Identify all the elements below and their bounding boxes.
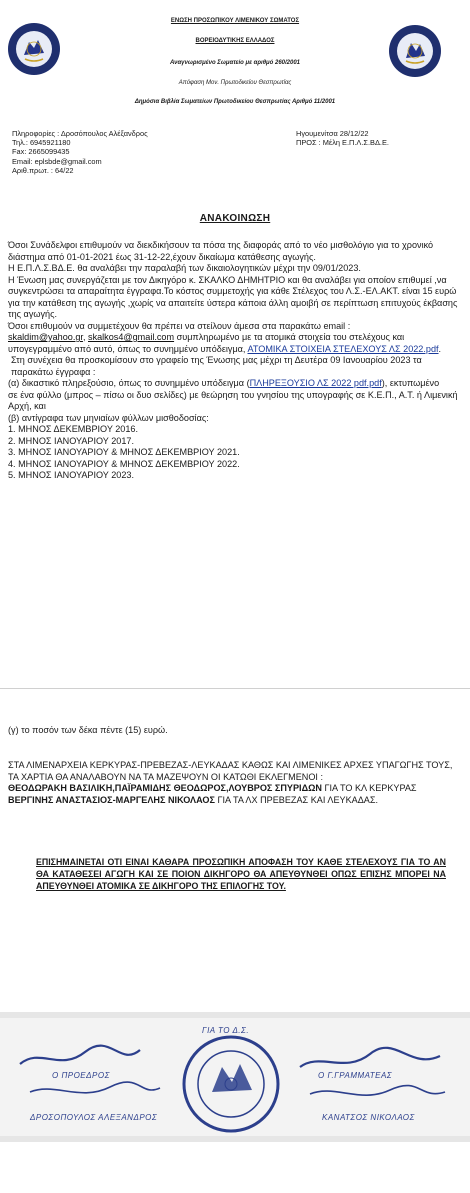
paragraph-eligibility: Όσοι Συνάδελφοι επιθυμούν να διεκδικήσουν τα πόσα της διαφοράς από το νέο μισθολόγιο για το χρονικό διάστημα από 01-01-2021 έως 31-12-22,έχουν δικαίωμα κατάθεσης αγωγής. bbox=[8, 240, 434, 262]
paragraph-deadline: Η Ε.Π.Λ.Σ.ΒΔ.Ε. θα αναλάβει την παραλαβή των δικαιολογητικών μέχρι την 09/01/2023. bbox=[8, 263, 361, 273]
board-label: ΓΙΑ ΤΟ Δ.Σ. bbox=[202, 1026, 250, 1035]
protocol-number: Αριθ.πρωτ. : 64/22 bbox=[12, 165, 74, 175]
paragraph-authentication: σε ένα φύλλο (μπρος – πίσω οι δυο σελίδες) με θεώρηση του γνησίου της υπογραφής σε Κ.Ε.Π., Α.Τ. ή Λιμενική Αρχή, και bbox=[8, 389, 458, 411]
registration-line: Αναγνωρισμένο Σωματείο με αριθμό 260/2001 bbox=[169, 60, 301, 66]
month-item: 5. ΜΗΝΟΣ ΙΑΝΟΥΑΡΙΟΥ 2023. bbox=[8, 470, 134, 480]
page-break-divider bbox=[0, 688, 470, 689]
contact-email: Email: eplsbde@gmail.com bbox=[12, 156, 102, 166]
court-decision-line: Απόφαση Μον. Πρωτοδικείου Θεσπρωτίας bbox=[178, 80, 292, 86]
paragraph-corfu-reps: ΘΕΟΔΩΡΑΚΗ ΒΑΣΙΛΙΚΗ,ΠΑΪΡΑΜΙΔΗΣ ΘΕΟΔΩΡΟΣ,ΛΟΥΒΡΟΣ ΣΠΥΡΙΔΩΝ ΓΙΑ ΤΟ ΚΛ ΚΕΡΚΥΡΑΣ bbox=[8, 783, 417, 793]
attachment-link-power-of-attorney[interactable]: ΠΛΗΡΕΞΟΥΣΙΟ ΛΣ 2022 pdf.pdf bbox=[249, 378, 382, 388]
union-name: ΕΝΩΣΗ ΠΡΟΣΩΠΙΚΟΥ ΛΙΜΕΝΙΚΟΥ ΣΩΜΑΤΟΣ bbox=[170, 18, 300, 24]
warning-notice: ΕΠΙΣΗΜΑΙΝΕΤΑΙ ΟΤΙ ΕΙΝΑΙ ΚΑΘΑΡΑ ΠΡΟΣΩΠΙΚΗ ΑΠΟΦΑΣΗ ΤΟΥ ΚΑΘΕ ΣΤΕΛΕΧΟΥΣ ΓΙΑ ΤΟ ΑΝ ΘΑ ΚΑΤΑΘΕΣΕΙ ΑΓΩΓΗ ΚΑΙ ΣΕ ΠΟΙΟΝ ΔΙΚΗΓΟΡΟ ΘΑ ΑΠΕΥΘΥΝΘΕΙ ΟΠΩΣ ΕΠΙΣΗΣ ΜΠΟΡΕΙ ΝΑ ΑΠΕΥΘΥΝΘΕΙ ΑΤΟΜΙΚΑ ΣΕ ΔΙΚΗΓΟΡΟ ΤΗΣ ΕΠΙΛΟΓΗΣ ΤΟΥ. bbox=[36, 857, 446, 891]
month-item: 3. ΜΗΝΟΣ ΙΑΝΟΥΑΡΙΟΥ & ΜΗΝΟΣ ΔΕΚΕΜΒΡΙΟΥ 2021. bbox=[8, 447, 240, 457]
announcement-body bbox=[8, 240, 462, 482]
date-recipient bbox=[296, 129, 466, 147]
union-region: ΒΟΡΕΙΟΔΥΤΙΚΗΣ ΕΛΛΑΔΟΣ bbox=[195, 38, 275, 44]
contact-fax: Fax: 2665099435 bbox=[12, 147, 70, 157]
paragraph-fee: (γ) το ποσόν των δέκα πέντε (15) ευρώ. bbox=[8, 725, 168, 735]
paragraph-documents-intro: Στη συνέχεια θα προσκομίσουν στο γραφείο της Ένωσης μας μέχρι τη Δευτέρα 09 Ιανουαρίου 2023 τα παρακάτω έγγραφα : bbox=[11, 355, 422, 377]
attachment-link-personal-data[interactable]: ΑΤΟΜΙΚΑ ΣΤΟΙΧΕΙΑ ΣΤΕΛΕΧΟΥΣ ΛΣ 2022.pdf bbox=[247, 343, 439, 354]
union-stamp-icon bbox=[184, 1037, 278, 1131]
public-books-line: Δημόσια Βιβλία Σωματείων Πρωτοδικείου Θεσπρωτίας Αριθμό 11/2001 bbox=[134, 99, 336, 105]
month-item: 2. ΜΗΝΟΣ ΙΑΝΟΥΑΡΙΟΥ 2017. bbox=[8, 435, 134, 446]
union-seal-right-icon bbox=[388, 24, 442, 78]
email-link-1[interactable]: skaldim@yahoo.gr bbox=[8, 332, 83, 342]
secretary-name: ΚΑΝΑΤΣΟΣ ΝΙΚΟΛΑΟΣ bbox=[322, 1113, 415, 1122]
announcement-title: ΑΝΑΚΟΙΝΩΣΗ bbox=[199, 213, 271, 224]
contact-info bbox=[12, 129, 232, 175]
union-seal-left-icon bbox=[7, 22, 61, 76]
document-date: Ηγουμενίτσα 28/12/22 bbox=[296, 129, 369, 138]
president-role: Ο ΠΡΟΕΔΡΟΣ bbox=[52, 1071, 110, 1080]
paragraph-preveza-reps: ΒΕΡΓΙΝΗΣ ΑΝΑΣΤΑΣΙΟΣ-ΜΑΡΓΕΛΗΣ ΝΙΚΟΛΑΟΣ ΓΙΑ ΤΑ ΛΧ ΠΡΕΒΕΖΑΣ ΚΑΙ ΛΕΥΚΑΔΑΣ. bbox=[8, 794, 378, 805]
contact-person: Πληροφορίες : Δροσόπουλος Αλέξανδρος bbox=[12, 129, 148, 138]
month-item: 4. ΜΗΝΟΣ ΙΑΝΟΥΑΡΙΟΥ & ΜΗΝΟΣ ΔΕΚΕΜΒΡΙΟΥ 2022. bbox=[8, 458, 240, 469]
paragraph-power-of-attorney: (α) δικαστικό πληρεξούσιο, όπως το συνημμένο υπόδειγμα (ΠΛΗΡΕΞΟΥΣΙΟ ΛΣ 2022 pdf.pdf), εκτυπωμένο bbox=[8, 378, 440, 388]
email-link-2[interactable]: skalkos4@gmail.com bbox=[88, 332, 175, 342]
paragraph-lawyer: Η Ένωση μας συνεργάζεται με τον Δικηγόρο κ. ΣΚΑΛΚΟ ΔΗΜΗΤΡΙΟ και θα αναλάβει για οποίον επιθυμεί ,να συγκεντρώσει τα απαραίτητα έγγραφα.Το κόστος συμμετοχής για κάθε Στέλεχος του Λ.Σ.-ΕΛ.ΑΚΤ. είναι 15 ευρώ για την κατάθεση της αγωγής ,χωρίς να απαιτείτε ύστερα κάποια άλλη αμοιβή σε περίπτωση επιτυχούς έκβασης της αγωγής. bbox=[8, 274, 458, 319]
recipient: ΠΡΟΣ : Μέλη Ε.Π.Λ.Σ.ΒΔ.Ε. bbox=[296, 138, 389, 148]
paragraph-emails: Όσοι επιθυμούν να συμμετέχουν θα πρέπει να στείλουν άμεσα στα παρακάτω email : skaldim@yahoo.gr, skalkos4@gmail.com συμπληρωμένο με τα ατομικά στοιχεία του στελέχους και υπογεγραμμένο από αυτό, όπως το συνημμένο υπόδειγμα, ΑΤΟΜΙΚΑ ΣΤΟΙΧΕΙΑ ΣΤΕΛΕΧΟΥΣ ΛΣ 2022.pdf. bbox=[8, 320, 442, 354]
collection-notice bbox=[8, 760, 462, 806]
secretary-role: Ο Γ.ΓΡΑΜΜΑΤΕΑΣ bbox=[318, 1071, 393, 1080]
contact-phone: Τηλ.: 6945921180 bbox=[12, 138, 71, 148]
month-item: 1. ΜΗΝΟΣ ΔΕΚΕΜΒΡΙΟΥ 2016. bbox=[8, 424, 139, 434]
president-name: ΔΡΟΣΟΠΟΥΛΟΣ ΑΛΕΞΑΝΔΡΟΣ bbox=[30, 1113, 158, 1122]
paragraph-payslips: (β) αντίγραφα των μηνιαίων φύλλων μισθοδοσίας: bbox=[8, 412, 209, 423]
paragraph-port-authorities: ΣΤΑ ΛΙΜΕΝΑΡΧΕΙΑ ΚΕΡΚΥΡΑΣ-ΠΡΕΒΕΖΑΣ-ΛΕΥΚΑΔΑΣ ΚΑΘΩΣ ΚΑΙ ΛΙΜΕΝΙΚΕΣ ΑΡΧΕΣ ΥΠΑΓΩΓΗΣ ΤΟΥΣ, ΤΑ ΧΑΡΤΙΑ ΘΑ ΑΝΑΛΑΒΟΥΝ ΝΑ ΤΑ ΜΑΖΕΨΟΥΝ ΟΙ ΚΑΤΩΘΙ ΕΚΛΕΓΜΕΝΟΙ : bbox=[8, 760, 453, 782]
